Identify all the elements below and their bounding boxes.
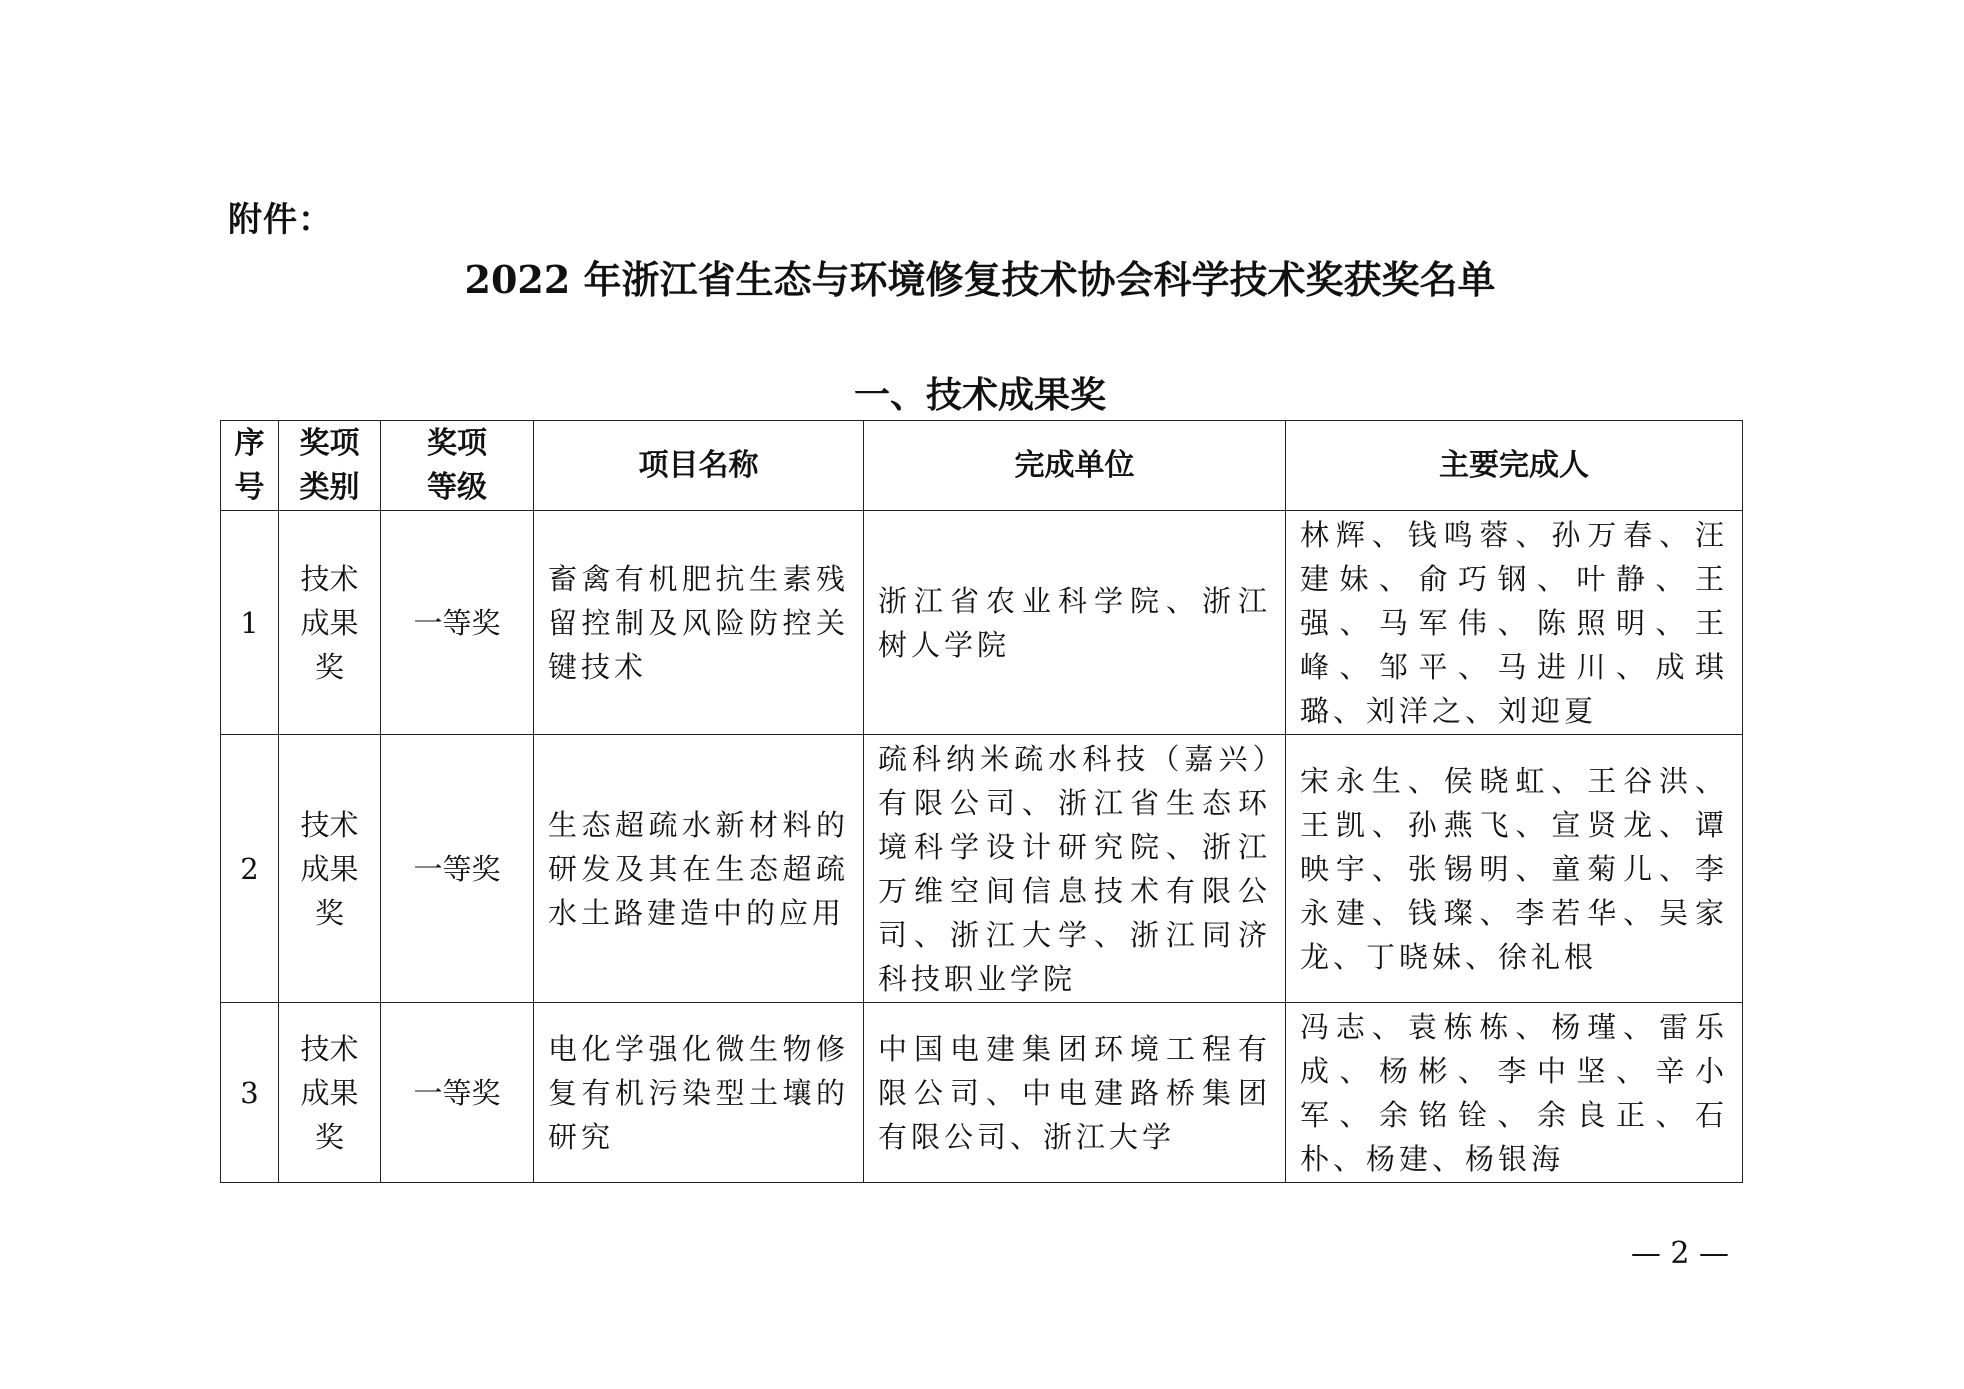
row-people: 冯志、袁栋栋、杨瑾、雷乐成、杨彬、李中坚、辛小军、余铭铨、余良正、石朴、杨建、杨银海 bbox=[1286, 1003, 1743, 1183]
section-title: 一、技术成果奖 bbox=[853, 375, 1106, 416]
header-people: 主要完成人 bbox=[1286, 421, 1743, 511]
row-grade: 一等奖 bbox=[381, 1003, 534, 1183]
row-index: 1 bbox=[221, 511, 279, 735]
row-organizations: 疏科纳米疏水科技（嘉兴）有限公司、浙江省生态环境科学设计研究院、浙江万维空间信息技术有限公司、浙江大学、浙江同济科技职业学院 bbox=[864, 735, 1286, 1003]
row-organizations: 中国电建集团环境工程有限公司、中电建路桥集团有限公司、浙江大学 bbox=[864, 1003, 1286, 1183]
row-people: 林辉、钱鸣蓉、孙万春、汪建妹、俞巧钢、叶静、王强、马军伟、陈照明、王峰、邹平、马进川、成琪璐、刘洋之、刘迎夏 bbox=[1286, 511, 1743, 735]
row-grade: 一等奖 bbox=[381, 511, 534, 735]
table-row bbox=[221, 1003, 1743, 1183]
row-category: 技术 成果 奖 bbox=[279, 511, 381, 735]
header-project: 项目名称 bbox=[534, 421, 864, 511]
table-row bbox=[221, 511, 1743, 735]
attachment-label: 附件： bbox=[228, 200, 333, 240]
header-grade: 奖项 等级 bbox=[381, 421, 534, 511]
row-index: 2 bbox=[221, 735, 279, 1003]
document-title: 2022 年浙江省生态与环境修复技术协会科学技术奖获奖名单 bbox=[464, 257, 1496, 302]
row-project: 畜禽有机肥抗生素残留控制及风险防控关键技术 bbox=[534, 511, 864, 735]
row-project: 生态超疏水新材料的研发及其在生态超疏水土路建造中的应用 bbox=[534, 735, 864, 1003]
row-grade: 一等奖 bbox=[381, 735, 534, 1003]
header-category: 奖项 类别 bbox=[279, 421, 381, 511]
row-organizations: 浙江省农业科学院、浙江树人学院 bbox=[864, 511, 1286, 735]
table-row bbox=[221, 735, 1743, 1003]
header-index: 序 号 bbox=[221, 421, 279, 511]
row-project: 电化学强化微生物修复有机污染型土壤的研究 bbox=[534, 1003, 864, 1183]
row-category: 技术 成果 奖 bbox=[279, 735, 381, 1003]
row-people: 宋永生、侯晓虹、王谷洪、王凯、孙燕飞、宣贤龙、谭映宇、张锡明、童菊儿、李永建、钱璨、李若华、吴家龙、丁晓妹、徐礼根 bbox=[1286, 735, 1743, 1003]
row-category: 技术 成果 奖 bbox=[279, 1003, 381, 1183]
page-number: — 2 — bbox=[1630, 1236, 1729, 1271]
header-organizations: 完成单位 bbox=[864, 421, 1286, 511]
table-header-row bbox=[221, 421, 1743, 511]
row-index: 3 bbox=[221, 1003, 279, 1183]
awards-table bbox=[220, 420, 1743, 1183]
